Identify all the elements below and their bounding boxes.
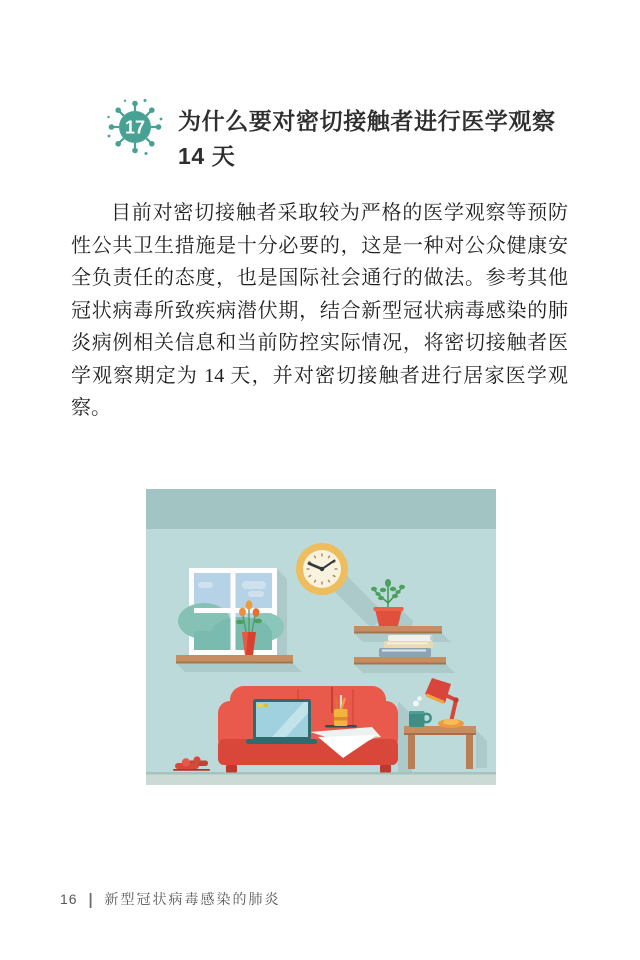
virus-icon (105, 97, 165, 157)
laptop (246, 699, 317, 744)
laptop-base (246, 739, 317, 744)
sofa-leg (380, 765, 391, 773)
window-mullion-h (194, 608, 272, 613)
page-number: 16 (60, 891, 78, 907)
question-number: 17 (124, 117, 146, 138)
window-sill (176, 655, 293, 664)
table-leg (408, 734, 415, 769)
shelf-top (354, 626, 442, 634)
floor-line (146, 772, 496, 775)
laptop-sticker (264, 704, 268, 708)
laptop-sticker (258, 704, 263, 708)
living-room-illustration (146, 489, 496, 785)
footer-separator: | (88, 890, 94, 908)
shelf-bottom (354, 657, 446, 665)
wall-top-band (146, 489, 496, 529)
page-footer (60, 889, 281, 909)
window (178, 568, 284, 655)
lamp-joint (453, 697, 458, 702)
clock-center (320, 567, 324, 571)
book-title: 新型冠状病毒感染的肺炎 (104, 891, 281, 907)
table-top (404, 726, 476, 733)
page-title-line2: 14 天 (178, 143, 236, 169)
wall-clock (296, 543, 348, 595)
sofa-leg (226, 765, 237, 773)
page-title (178, 104, 578, 174)
table-leg (466, 734, 473, 769)
page-title-line1: 为什么要对密切接触者进行医学观察 (178, 108, 556, 134)
body-paragraph: 目前对密切接触者采取较为严格的医学观察等预防性公共卫生措施是十分必要的，这是一种对公众健康安全负责任的态度，也是国际社会通行的做法。参考其他冠状病毒所致疾病潜伏期，结合新型冠状病毒感染的肺炎病例相关信息和当前防控实际情况，将密切接触者医学观察期定为 14 天，并对密切接触者进行居家医学观察。 (71, 202, 568, 419)
floor (146, 775, 496, 786)
plant-pot (375, 609, 402, 626)
